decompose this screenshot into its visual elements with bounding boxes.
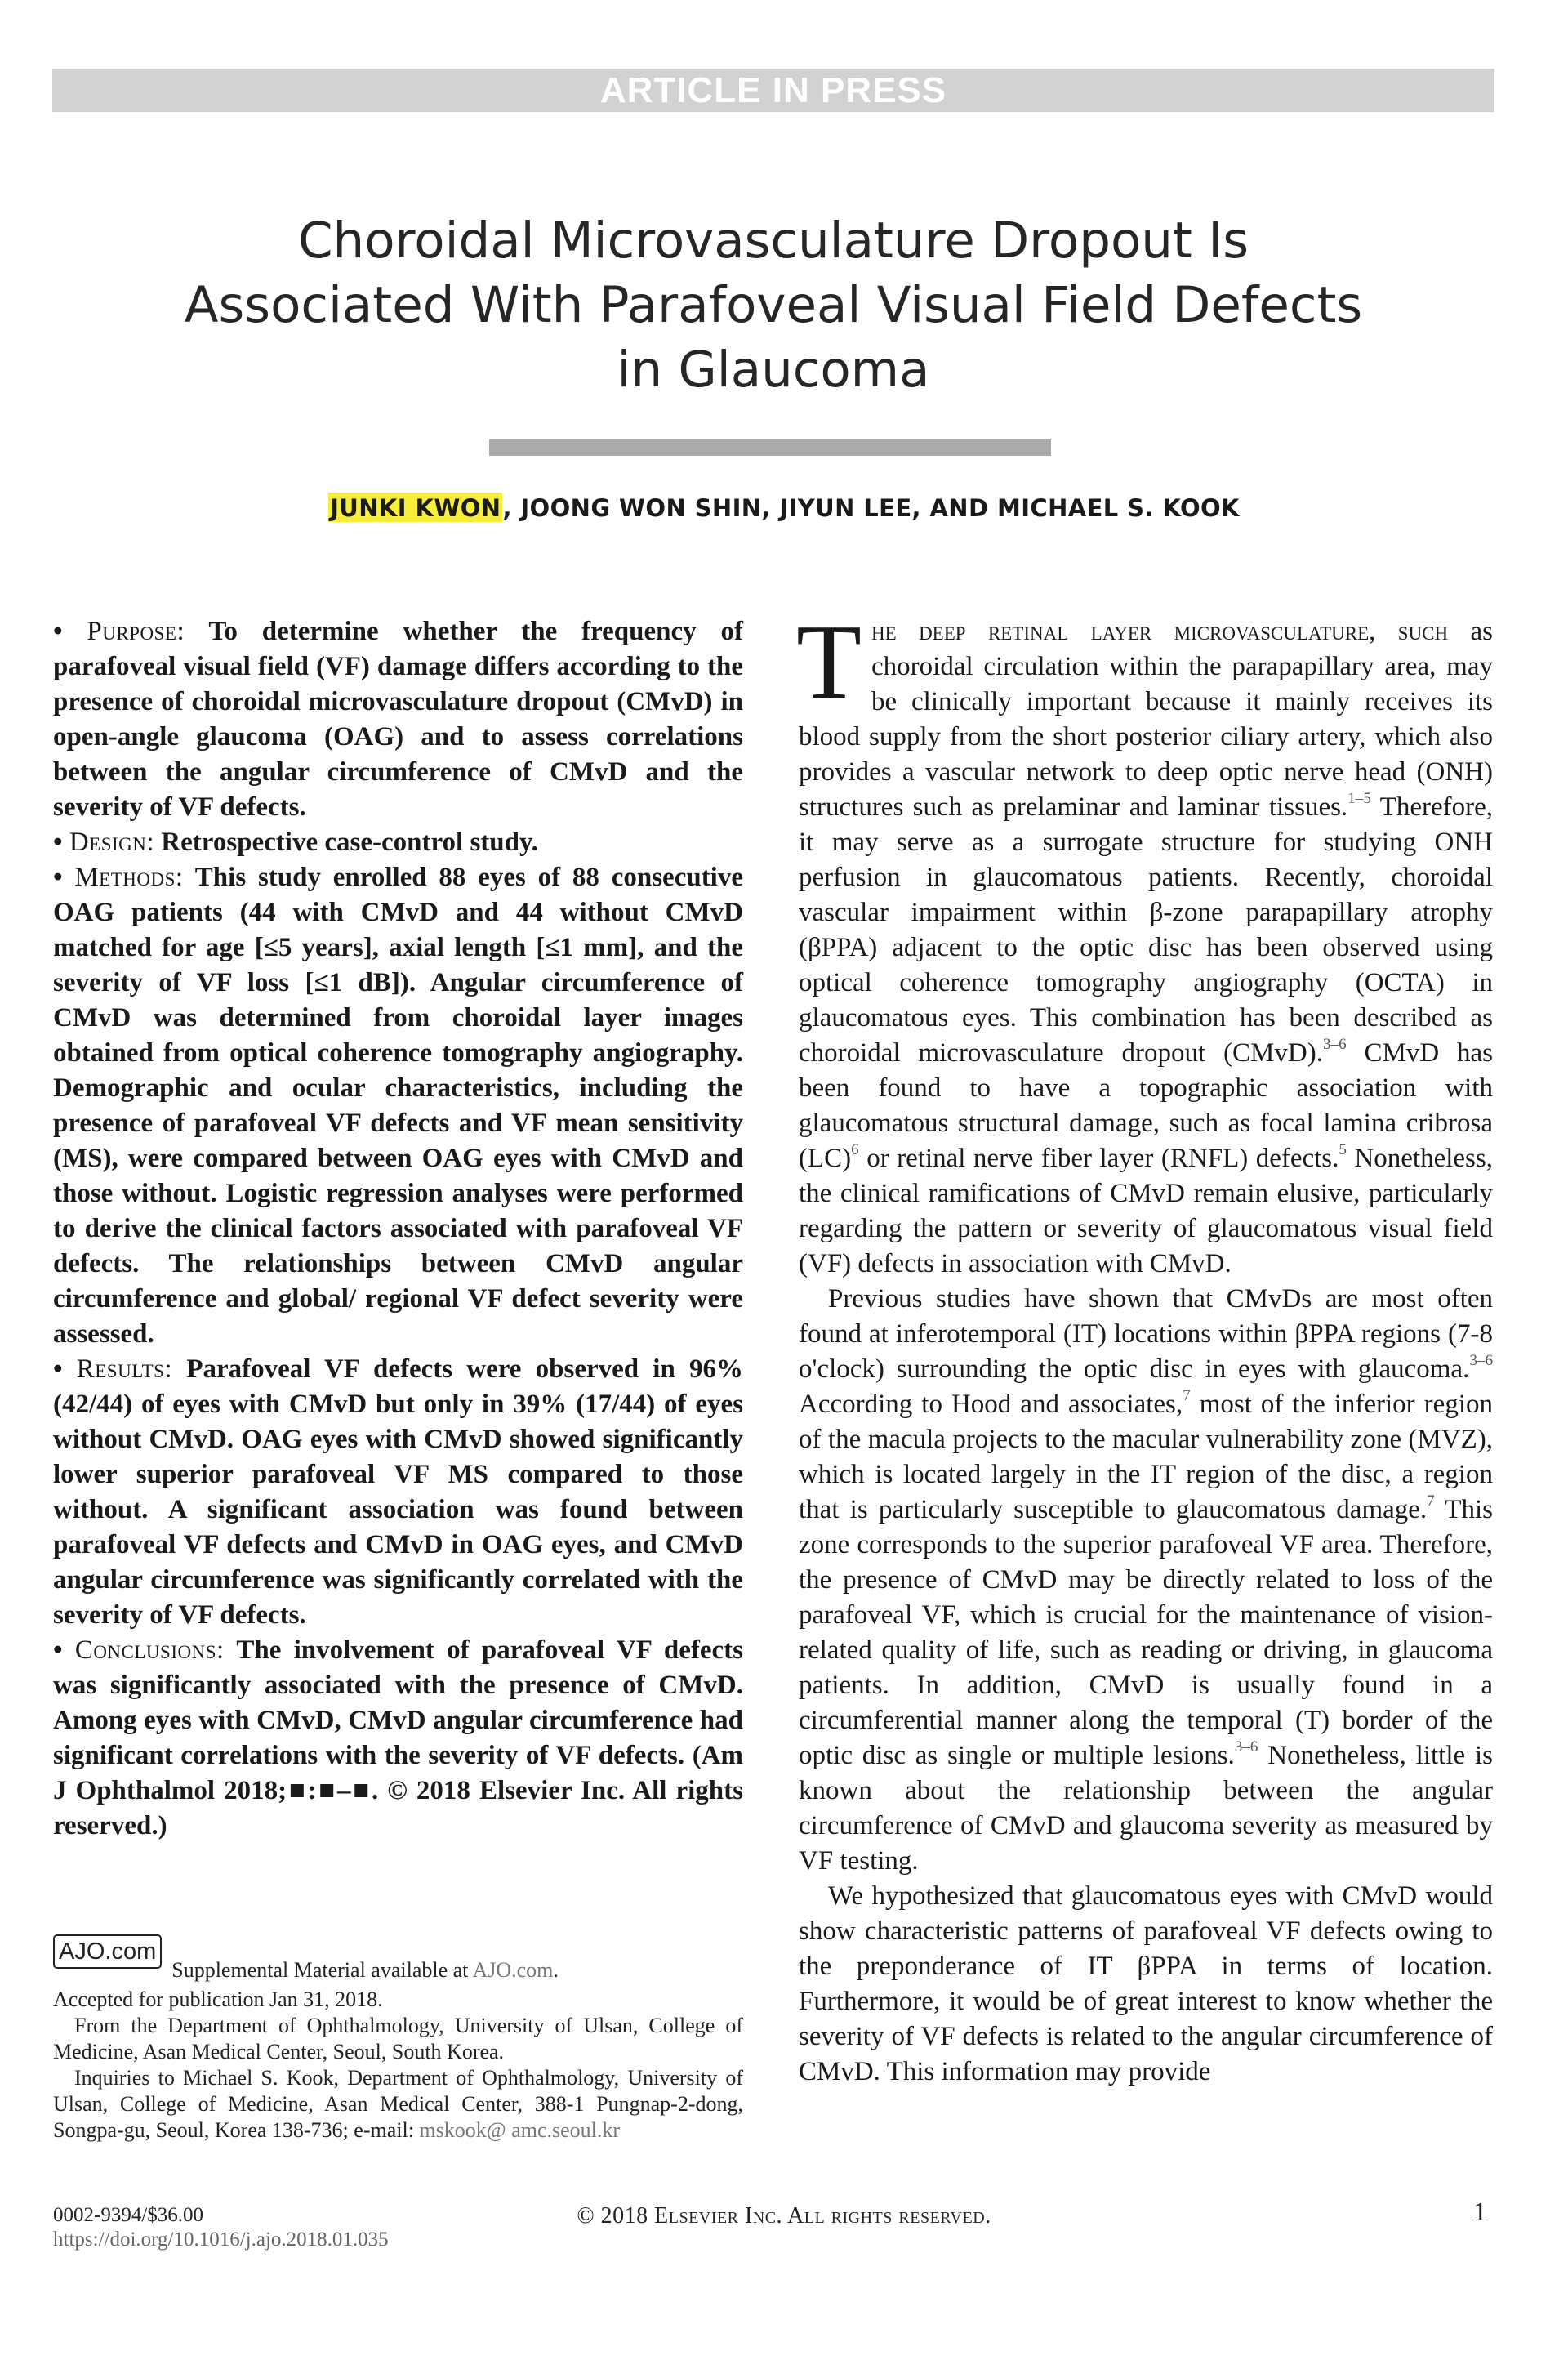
lead-in-caps: he deep retinal layer microvasculature, such [871,617,1449,646]
conclusions-label: Conclusions: [74,1635,225,1665]
reference[interactable]: 6 [851,1141,859,1159]
intro-text: most of the inferior region of the macula projects to the macular vulnerability zone (MVZ), which is located largely in the IT region of the disc, a region that is particularly susceptible to glaucomatous damage. [799,1390,1493,1524]
intro-paragraph-1 [796,603,1494,1282]
copyright-text: © 2018 Elsevier Inc. All rights reserved. [577,2203,991,2228]
author-list [0,494,1568,522]
design-text: Retrospective case-control study. [161,828,538,857]
methods-text: This study enrolled 88 eyes of 88 consecutive OAG patients (44 with CMvD and 44 without CMvD matched for age [≤5 years], axial length [≤1 mm], and the severity of VF loss [≤1 dB]). Angular circumference of CMvD was determined from choroidal layer images obtained from optical coherence tomography angiography. Demographic and ocular characteristics, including the presence of parafoveal VF defects and VF mean sensitivity (MS), were compared between OAG eyes with CMvD and those without. Logistic regression analyses were performed to derive the clinical factors associated with parafoveal VF defects. The relationships between CMvD angular circumference and global/ regional VF defect severity were assessed. [53,863,743,1349]
citation: (Am J Ophthalmol 2018;■:■–■. © 2018 Elsevier Inc. All rights reserved.) [53,1741,743,1840]
intro-paragraph-2 [799,1282,1493,1879]
title-line-3: in Glaucoma [617,341,930,399]
front-matter-notes [53,1938,743,2144]
intro-text: CMvD has been found to have a topographic association with glaucomatous structural damage, such as focal lamina cribrosa (LC) [799,1038,1493,1173]
purpose-label: Purpose: [87,617,185,646]
results-label: Results: [76,1354,173,1384]
design-label: Design: [69,828,155,857]
reference[interactable]: 5 [1339,1141,1347,1159]
title-divider [489,439,1051,456]
article-in-press-banner [52,69,1494,112]
drop-cap: T [796,603,862,721]
abstract-results: • Results: Parafoveal VF defects were observed in 96% (42/44) of eyes with CMvD but only in 39% (17/44) of eyes without CMvD. OAG eyes with CMvD showed significantly lower superior parafoveal VF MS compared to those without. A significant association was found between parafoveal VF defects and CMvD in OAG eyes, and CMvD angular circumference was significantly correlated with the severity of VF defects. [53,1354,743,1630]
intro-text: or retinal nerve fiber layer (RNFL) defects. [858,1144,1339,1173]
intro-text: Nonetheless, the clinical ramifications of CMvD remain elusive, particularly regarding the pattern or severity of glaucomatous visual field (VF) defects in association with CMvD. [799,1144,1493,1278]
intro-text: as choroidal circulation within the parapapillary area, may be clinically important because it mainly receives its blood supply from the short posterior ciliary artery, which also provides a vascular network to deep optic nerve head (ONH) structures such as prelaminar and laminar tissues. [799,617,1494,822]
article-title [98,208,1449,402]
supp-end: . [553,1958,559,1982]
intro-text: According to Hood and associates, [799,1390,1183,1419]
intro-text: This zone corresponds to the superior parafoveal VF area. Therefore, the presence of CMvD may be directly related to loss of the parafoveal VF, which is crucial for the maintenance of vision-related quality of life, such as reading or driving, in glaucoma patients. In addition, CMvD is usually found in a circumferential manner along the temporal (T) border of the optic disc as single or multiple lesions. [799,1495,1493,1770]
ajo-logo[interactable]: AJO.com [53,1934,162,1969]
intro-paragraph-3: We hypothesized that glaucomatous eyes with CMvD would show characteristic patterns of parafoveal VF defects owing to the preponderance of IT βPPA in terms of location. Furthermore, it would be of great interest to know whether the severity of VF defects is related to the angular circumference of CMvD. This information may provide [799,1881,1493,2086]
doi-link[interactable]: https://doi.org/10.1016/j.ajo.2018.01.035 [53,2228,389,2251]
results-text: Parafoveal VF defects were observed in 96% (42/44) of eyes with CMvD but only in 39% (17/44) of eyes without CMvD. OAG eyes with CMvD showed significantly lower superior parafoveal VF MS compared to those without. A significant association was found between parafoveal VF defects and CMvD in OAG eyes, and CMvD angular circumference was significantly correlated with the severity of VF defects. [53,1354,743,1630]
abstract-conclusions: • Conclusions: The involvement of parafoveal VF defects was significantly associated with the presence of CMvD. Among eyes with CMvD, CMvD angular circumference had significant correlations with the severity of VF defects. (Am J Ophthalmol 2018;■:■–■. © 2018 Elsevier Inc. All rights reserved.) [53,1635,743,1840]
issn-price: 0002-9394/$36.00 [53,2204,204,2226]
highlighted-author: JUNKI KWON [330,494,501,522]
page-number: 1 [1473,2197,1487,2227]
title-line-1: Choroidal Microvasculature Dropout Is [297,212,1250,270]
supp-text: Supplemental Material available at [172,1958,473,1982]
abstract-purpose: • Purpose: To determine whether the frequency of parafoveal visual field (VF) damage differs according to the presence of choroidal microvasculature dropout (CMvD) in open-angle glaucoma (OAG) and to assess correlations between the angular circumference of CMvD and the severity of VF defects. [53,617,744,822]
conclusions-text: The involvement of parafoveal VF defects was significantly associated with the presence of CMvD. Among eyes with CMvD, CMvD angular circumference had significant correlations with the severity of VF defects. [53,1635,743,1770]
ajo-link[interactable]: AJO.com [472,1958,554,1982]
affiliation: From the Department of Ophthalmology, University of Ulsan, College of Medicine, Asan Medical Center, Seoul, South Korea. [53,2014,743,2063]
accepted-date: Accepted for publication Jan 31, 2018. [53,1988,383,2011]
introduction [796,603,1494,2090]
abstract-design: • Design: Retrospective case-control study. [53,828,538,857]
intro-text: Previous studies have shown that CMvDs are most often found at inferotemporal (IT) locations within βPPA regions (7-8 o'clock) surrounding the optic disc in eyes with glaucoma. [799,1284,1493,1384]
methods-label: Methods: [74,863,184,892]
other-authors: , JOONG WON SHIN, JIYUN LEE, AND MICHAEL S. KOOK [502,494,1240,522]
intro-text: Therefore, it may serve as a surrogate structure for studying ONH perfusion in glaucomatous patients. Recently, choroidal vascular impairment within β-zone parapapillary atrophy (βPPA) adjacent to the optic disc has been observed using optical coherence tomography angiography (OCTA) in glaucomatous eyes. This combination has been described as choroidal microvasculature dropout (CMvD). [799,792,1493,1068]
abstract [53,614,743,1844]
supplemental-note [53,1938,743,1987]
reference[interactable]: 7 [1183,1387,1191,1405]
reference[interactable]: 3–6 [1234,1738,1258,1756]
correspondence-text: Inquiries to Michael S. Kook, Department of Ophthalmology, University of Ulsan, College of Medicine, Asan Medical Center, 388-1 Pungnap-2-dong, Songpa-gu, Seoul, Korea 138-736; e-mail: [53,2066,743,2142]
reference[interactable]: 3–6 [1469,1352,1493,1370]
title-line-2: Associated With Parafoveal Visual Field Defects [184,276,1363,334]
reference[interactable]: 3–6 [1322,1036,1347,1054]
correspondence [53,2065,743,2144]
reference[interactable]: 7 [1427,1492,1435,1510]
abstract-methods: • Methods: This study enrolled 88 eyes of 88 consecutive OAG patients (44 with CMvD and 44 without CMvD matched for age [≤5 years], axial length [≤1 mm], and the severity of VF loss [≤1 dB]). Angular circumference of CMvD was determined from choroidal layer images obtained from optical coherence tomography angiography. Demographic and ocular characteristics, including the presence of parafoveal VF defects and VF mean sensitivity (MS), were compared between OAG eyes with CMvD and those without. Logistic regression analyses were performed to derive the clinical factors associated with parafoveal VF defects. The relationships between CMvD angular circumference and global/ regional VF defect severity were assessed. [53,863,743,1349]
intro-text: Nonetheless, little is known about the relationship between the angular circumference of CMvD and glaucoma severity as measured by VF testing. [799,1741,1493,1876]
banner-text: ARTICLE IN PRESS [599,70,947,110]
footer-copyright [0,2203,1568,2229]
reference[interactable]: 1–5 [1348,790,1371,808]
purpose-text: To determine whether the frequency of parafoveal visual field (VF) damage differs according to the presence of choroidal microvasculature dropout (CMvD) in open-angle glaucoma (OAG) and to assess correlations between the angular circumference of CMvD and the severity of VF defects. [53,617,744,822]
email-link[interactable]: mskook@ amc.seoul.kr [419,2118,621,2142]
